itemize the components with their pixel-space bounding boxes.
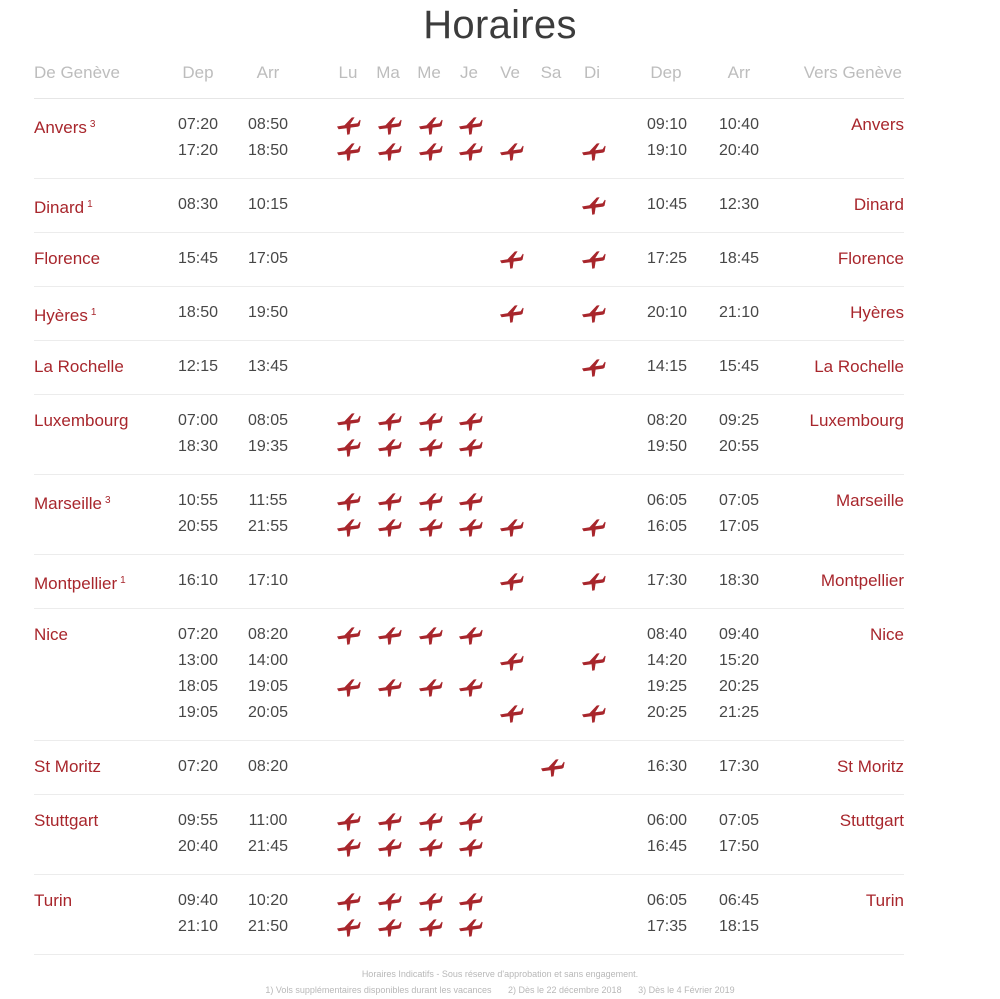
footnote-marker: 3 — [105, 495, 111, 506]
plane-icon — [417, 624, 443, 646]
arrival-time: 18:50 — [247, 142, 289, 159]
departure-city-name: Montpellier — [34, 574, 118, 593]
return-arrival-time: 07:05 — [718, 812, 760, 829]
departure-time: 21:10 — [177, 918, 219, 935]
footer-note-1: 1) Vols supplémentaires disponibles durant les vacances — [265, 985, 492, 995]
header-dep-ret: Dep — [650, 63, 682, 82]
footnote-marker: 1 — [90, 307, 97, 318]
plane-icon — [376, 916, 402, 938]
departure-time: 07:20 — [177, 116, 219, 133]
departure-city-name: Nice — [34, 625, 69, 644]
plane-icon — [335, 114, 361, 136]
plane-icon — [376, 410, 402, 432]
return-city: Anvers — [851, 115, 904, 134]
plane-icon — [417, 836, 443, 858]
arrival-time: 21:55 — [247, 518, 289, 535]
plane-icon — [498, 702, 524, 724]
return-departure-time: 17:35 — [646, 918, 688, 935]
departure-city-name: Hyères — [34, 306, 88, 325]
plane-icon — [376, 624, 402, 646]
departure-time: 10:55 — [177, 492, 219, 509]
plane-icon — [335, 836, 361, 858]
header-day-me: Me — [417, 63, 441, 82]
plane-icon — [335, 890, 361, 912]
table-row — [34, 874, 904, 954]
plane-icon — [580, 570, 606, 592]
return-arrival-time: 06:45 — [718, 892, 760, 909]
return-departure-time: 19:10 — [646, 142, 688, 159]
return-departure-time: 20:10 — [646, 304, 688, 321]
plane-icon — [580, 356, 606, 378]
departure-city-name: La Rochelle — [34, 357, 124, 376]
plane-icon — [417, 410, 443, 432]
departure-time: 09:55 — [177, 812, 219, 829]
arrival-time: 08:20 — [247, 758, 289, 775]
return-departure-time: 06:00 — [646, 812, 688, 829]
plane-icon — [335, 810, 361, 832]
plane-icon — [498, 516, 524, 538]
departure-city — [34, 300, 96, 329]
header-arr-out: Arr — [256, 63, 280, 82]
plane-icon — [376, 810, 402, 832]
plane-icon — [457, 916, 483, 938]
return-arrival-time: 18:30 — [718, 572, 760, 589]
departure-time: 07:20 — [177, 758, 219, 775]
return-departure-time: 16:30 — [646, 758, 688, 775]
return-departure-time: 19:50 — [646, 438, 688, 455]
departure-time: 07:20 — [177, 626, 219, 643]
departure-time: 16:10 — [177, 572, 219, 589]
plane-icon — [417, 890, 443, 912]
plane-icon — [335, 410, 361, 432]
plane-icon — [498, 140, 524, 162]
departure-time: 12:15 — [177, 358, 219, 375]
return-departure-time: 19:25 — [646, 678, 688, 695]
plane-icon — [335, 140, 361, 162]
header-dep-out: Dep — [182, 63, 214, 82]
plane-icon — [376, 676, 402, 698]
departure-city-name: Anvers — [34, 118, 87, 137]
plane-icon — [417, 490, 443, 512]
plane-icon — [335, 490, 361, 512]
arrival-time: 08:20 — [247, 626, 289, 643]
plane-icon — [376, 516, 402, 538]
arrival-time: 17:05 — [247, 250, 289, 267]
table-row — [34, 394, 904, 474]
return-city: Montpellier — [820, 571, 904, 590]
table-row — [34, 794, 904, 874]
departure-city — [34, 488, 111, 517]
plane-icon — [457, 436, 483, 458]
table-row — [34, 740, 904, 794]
return-city: Dinard — [853, 195, 904, 214]
table-row — [34, 178, 904, 232]
plane-icon — [498, 302, 524, 324]
header-day-ma: Ma — [376, 63, 400, 82]
departure-time: 13:00 — [177, 652, 219, 669]
departure-time: 08:30 — [177, 196, 219, 213]
arrival-time: 08:05 — [247, 412, 289, 429]
departure-city — [34, 354, 124, 380]
header-day-je: Je — [460, 63, 478, 82]
return-arrival-time: 17:50 — [718, 838, 760, 855]
departure-time: 20:40 — [177, 838, 219, 855]
departure-time: 15:45 — [177, 250, 219, 267]
plane-icon — [580, 302, 606, 324]
departure-time: 18:30 — [177, 438, 219, 455]
plane-icon — [376, 114, 402, 136]
plane-icon — [417, 516, 443, 538]
plane-icon — [376, 436, 402, 458]
departure-city — [34, 408, 129, 434]
arrival-time: 14:00 — [247, 652, 289, 669]
arrival-time: 10:20 — [247, 892, 289, 909]
departure-city-name: Florence — [34, 249, 101, 268]
return-departure-time: 16:45 — [646, 838, 688, 855]
return-departure-time: 06:05 — [646, 492, 688, 509]
return-departure-time: 17:25 — [646, 250, 688, 267]
plane-icon — [376, 890, 402, 912]
departure-time: 18:50 — [177, 304, 219, 321]
departure-city — [34, 888, 72, 914]
plane-icon — [457, 810, 483, 832]
plane-icon — [580, 516, 606, 538]
footer-note-3: 3) Dès le 4 Février 2019 — [638, 985, 735, 995]
return-departure-time: 09:10 — [646, 116, 688, 133]
departure-time: 07:00 — [177, 412, 219, 429]
departure-time: 20:55 — [177, 518, 219, 535]
table-row — [34, 554, 904, 608]
plane-icon — [335, 624, 361, 646]
plane-icon — [376, 140, 402, 162]
plane-icon — [457, 890, 483, 912]
departure-city — [34, 568, 126, 597]
footer-disclaimer: Horaires Indicatifs - Sous réserve d'approbation et sans engagement. — [361, 969, 639, 979]
return-departure-time: 20:25 — [646, 704, 688, 721]
return-arrival-time: 12:30 — [718, 196, 760, 213]
plane-icon — [539, 756, 565, 778]
departure-city — [34, 246, 100, 272]
plane-icon — [498, 248, 524, 270]
departure-city — [34, 112, 95, 141]
plane-icon — [457, 490, 483, 512]
departure-city-name: Luxembourg — [34, 411, 129, 430]
departure-city — [34, 622, 68, 648]
plane-icon — [457, 114, 483, 136]
departure-city-name: Marseille — [34, 494, 103, 513]
return-city: Florence — [837, 249, 904, 268]
departure-time: 09:40 — [177, 892, 219, 909]
table-row — [34, 286, 904, 340]
return-arrival-time: 07:05 — [718, 492, 760, 509]
arrival-time: 19:50 — [247, 304, 289, 321]
return-arrival-time: 20:40 — [718, 142, 760, 159]
return-city: Nice — [869, 625, 904, 644]
plane-icon — [335, 916, 361, 938]
footnote-marker: 1 — [87, 199, 93, 210]
plane-icon — [376, 490, 402, 512]
departure-city-name: St Moritz — [34, 757, 102, 776]
plane-icon — [335, 676, 361, 698]
plane-icon — [457, 624, 483, 646]
plane-icon — [498, 650, 524, 672]
header-from-geneva: De Genève — [34, 63, 120, 82]
footer — [0, 966, 1000, 998]
plane-icon — [417, 810, 443, 832]
arrival-time: 19:05 — [247, 678, 289, 695]
plane-icon — [335, 436, 361, 458]
plane-icon — [457, 516, 483, 538]
departure-time: 18:05 — [177, 678, 219, 695]
header-day-sa: Sa — [540, 63, 562, 82]
arrival-time: 11:00 — [248, 812, 288, 829]
table-row — [34, 608, 904, 740]
departure-city-name: Turin — [34, 891, 73, 910]
return-arrival-time: 20:55 — [718, 438, 760, 455]
plane-icon — [417, 676, 443, 698]
arrival-time: 21:50 — [247, 918, 289, 935]
return-city: La Rochelle — [814, 357, 904, 376]
table-bottom-divider — [34, 954, 904, 955]
table-row — [34, 232, 904, 286]
arrival-time: 10:15 — [247, 196, 289, 213]
return-departure-time: 06:05 — [646, 892, 688, 909]
arrival-time: 20:05 — [247, 704, 289, 721]
return-arrival-time: 18:45 — [718, 250, 760, 267]
plane-icon — [457, 676, 483, 698]
arrival-time: 17:10 — [247, 572, 289, 589]
departure-time: 19:05 — [177, 704, 219, 721]
departure-city — [34, 192, 93, 221]
return-arrival-time: 17:05 — [718, 518, 760, 535]
plane-icon — [457, 836, 483, 858]
return-departure-time: 16:05 — [646, 518, 688, 535]
plane-icon — [417, 916, 443, 938]
table-row — [34, 474, 904, 554]
return-arrival-time: 18:15 — [718, 918, 760, 935]
arrival-time: 21:45 — [247, 838, 289, 855]
return-departure-time: 14:15 — [646, 358, 688, 375]
plane-icon — [580, 140, 606, 162]
header-arr-ret: Arr — [727, 63, 751, 82]
return-arrival-time: 09:40 — [718, 626, 760, 643]
page-title: Horaires — [423, 3, 577, 47]
return-arrival-time: 21:10 — [718, 304, 760, 321]
return-arrival-time: 15:45 — [718, 358, 760, 375]
arrival-time: 19:35 — [247, 438, 289, 455]
return-city: St Moritz — [836, 757, 904, 776]
plane-icon — [376, 836, 402, 858]
return-city: Marseille — [835, 491, 904, 510]
departure-city — [34, 808, 98, 834]
footer-note-2: 2) Dès le 22 décembre 2018 — [508, 985, 622, 995]
departure-city — [34, 754, 101, 780]
departure-city-name: Dinard — [34, 198, 85, 217]
return-city: Turin — [865, 891, 904, 910]
plane-icon — [417, 436, 443, 458]
departure-time: 17:20 — [177, 142, 219, 159]
schedule-table — [0, 98, 1000, 954]
plane-icon — [335, 516, 361, 538]
arrival-time: 11:55 — [248, 492, 288, 509]
table-row — [34, 340, 904, 394]
footnote-marker: 3 — [89, 119, 96, 130]
return-departure-time: 14:20 — [646, 652, 688, 669]
return-departure-time: 17:30 — [646, 572, 688, 589]
return-arrival-time: 17:30 — [718, 758, 760, 775]
return-departure-time: 10:45 — [646, 196, 688, 213]
table-header — [0, 60, 1000, 88]
header-day-ve: Ve — [500, 63, 520, 82]
header-day-lu: Lu — [338, 63, 358, 82]
plane-icon — [580, 702, 606, 724]
table-row — [34, 98, 904, 178]
plane-icon — [580, 194, 606, 216]
header-to-geneva: Vers Genève — [803, 63, 902, 82]
return-city: Hyères — [850, 303, 904, 322]
return-arrival-time: 10:40 — [718, 116, 760, 133]
plane-icon — [457, 410, 483, 432]
plane-icon — [580, 248, 606, 270]
plane-icon — [417, 140, 443, 162]
return-departure-time: 08:20 — [646, 412, 688, 429]
return-arrival-time: 21:25 — [718, 704, 760, 721]
footnote-marker: 1 — [120, 575, 126, 586]
return-city: Stuttgart — [839, 811, 904, 830]
return-departure-time: 08:40 — [646, 626, 688, 643]
return-arrival-time: 09:25 — [718, 412, 760, 429]
footer-notes — [0, 982, 1000, 998]
plane-icon — [417, 114, 443, 136]
plane-icon — [498, 570, 524, 592]
plane-icon — [457, 140, 483, 162]
return-arrival-time: 15:20 — [718, 652, 760, 669]
arrival-time: 08:50 — [247, 116, 289, 133]
arrival-time: 13:45 — [247, 358, 289, 375]
plane-icon — [580, 650, 606, 672]
header-day-di: Di — [583, 63, 601, 82]
return-arrival-time: 20:25 — [718, 678, 760, 695]
return-city: Luxembourg — [809, 411, 904, 430]
departure-city-name: Stuttgart — [34, 811, 99, 830]
